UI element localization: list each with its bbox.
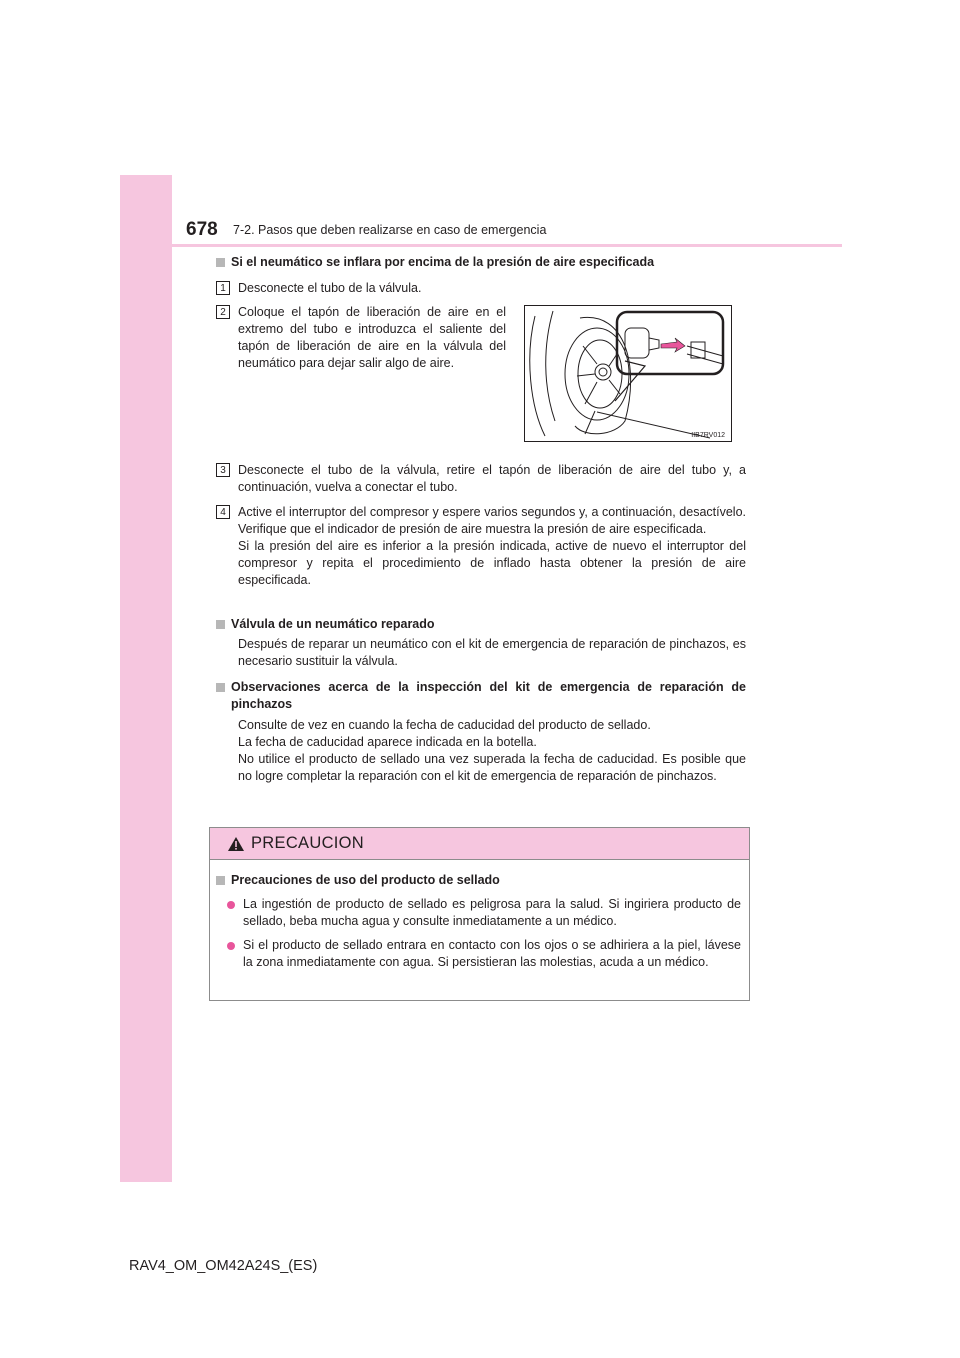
observations-line-2: La fecha de caducidad aparece indicada en la botella. [238, 735, 537, 749]
warning-triangle-icon [227, 836, 245, 852]
wheel-air-release-illustration [525, 306, 731, 441]
step-number: 4 [216, 505, 230, 519]
caution-header [210, 828, 749, 860]
step-text: Coloque el tapón de liberación de aire en el extremo del tubo e introduzca el saliente del tapón de liberación de aire en la válvula del neumático para dejar salir algo de aire. [238, 305, 506, 370]
square-bullet-icon [216, 620, 225, 629]
step-text: Desconecte el tubo de la válvula. [238, 281, 422, 295]
square-bullet-icon [216, 876, 225, 885]
caution-heading: Precauciones de uso del producto de sellado [231, 873, 500, 887]
section-observations [216, 679, 746, 785]
observations-line-1: Consulte de vez en cuando la fecha de caducidad del producto de sellado. [238, 718, 651, 732]
observations-line-3: No utilice el producto de sellado una vez superada la fecha de caducidad. Es posible que no logre completar la reparación con el kit de emergencia de reparación de pinchazos. [238, 752, 746, 783]
step-number: 2 [216, 305, 230, 319]
heading-valve: Válvula de un neumático reparado [231, 617, 435, 631]
page-number: 678 [186, 219, 218, 240]
tire-valve-illustration [524, 305, 732, 442]
round-bullet-icon [227, 901, 235, 909]
square-bullet-icon [216, 683, 225, 692]
caution-bullet: La ingestión de producto de sellado es peligrosa para la salud. Si ingiriera producto de sellado, beba mucha agua y consulte inmediatamente a un médico. [227, 896, 741, 931]
step-text-continued: Si la presión del aire es inferior a la presión indicada, active de nuevo el interruptor del compresor y repita el procedimiento de inflado hasta obtener la presión de aire especificada. [238, 539, 746, 587]
section-valve [216, 616, 746, 670]
square-bullet-icon [216, 258, 225, 267]
step-number: 3 [216, 463, 230, 477]
caution-box [209, 827, 750, 1001]
chapter-sidebar-tab [120, 175, 172, 1182]
heading-overinflation: Si el neumático se inflara por encima de la presión de aire especificada [216, 254, 746, 271]
step-text: Active el interruptor del compresor y espere varios segundos y, a continuación, desactívelo. Verifique que el indicador de presión de aire muestra la presión de aire especificada. [238, 505, 746, 536]
step-text: Desconecte el tubo de la válvula, retire el tapón de liberación de aire del tubo y, a continuación, vuelva a conectar el tubo. [238, 463, 746, 494]
caution-title: PRECAUCION [251, 834, 365, 852]
heading-observations: Observaciones acerca de la inspección del kit de emergencia de reparación de pinchazos [231, 680, 746, 711]
valve-text: Después de reparar un neumático con el kit de emergencia de reparación de pinchazos, es necesario sustituir la válvula. [238, 637, 746, 668]
round-bullet-icon [227, 942, 235, 950]
section-title: 7-2. Pasos que deben realizarse en caso de emergencia [233, 223, 547, 237]
caution-bullet: Si el producto de sellado entrara en contacto con los ojos o se adhiriera a la piel, lávese la zona inmediatamente con agua. Si persistieran las molestias, acuda a un médico. [227, 937, 741, 972]
illustration-code: IIB7RV012 [691, 432, 725, 439]
header-rule [120, 244, 842, 247]
step-number: 1 [216, 281, 230, 295]
footer-doc-code: RAV4_OM_OM42A24S_(ES) [129, 1258, 318, 1274]
